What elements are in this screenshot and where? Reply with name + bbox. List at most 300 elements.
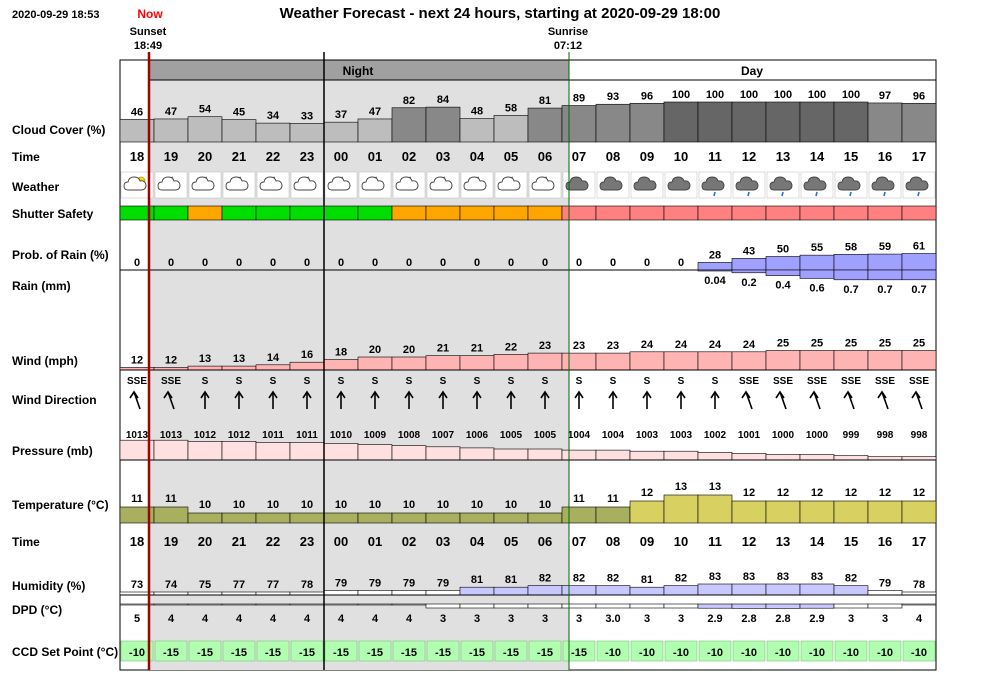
row-label-temperature: Temperature (°C) bbox=[12, 498, 109, 512]
rain-value: 0.4 bbox=[775, 279, 791, 292]
shutter-cell bbox=[256, 206, 290, 220]
temperature-bar bbox=[494, 513, 528, 523]
temperature-bar bbox=[630, 501, 664, 523]
humidity-bar bbox=[528, 586, 562, 595]
time-label-bottom: 18 bbox=[129, 534, 145, 549]
pressure-bar bbox=[800, 455, 834, 461]
pressure-value: 1013 bbox=[159, 430, 183, 441]
temperature-bar bbox=[324, 513, 358, 523]
time-label-bottom: 11 bbox=[708, 534, 722, 549]
humidity-bar bbox=[426, 590, 460, 595]
dpd-bar bbox=[868, 604, 902, 608]
raindrop-icon bbox=[918, 192, 919, 196]
time-label-bottom: 23 bbox=[299, 534, 315, 549]
pressure-value: 998 bbox=[876, 430, 894, 441]
temperature-value: 12 bbox=[810, 487, 824, 499]
wind-bar bbox=[460, 356, 494, 370]
cloud-value: 46 bbox=[130, 106, 144, 119]
wind-dir-label: S bbox=[269, 376, 277, 387]
temperature-value: 10 bbox=[402, 499, 416, 511]
pressure-value: 1012 bbox=[193, 430, 217, 441]
humidity-bar bbox=[766, 584, 800, 595]
prob-rain-value: 61 bbox=[912, 240, 926, 253]
humidity-value: 79 bbox=[368, 577, 382, 590]
dpd-value: 4 bbox=[303, 613, 311, 625]
cloud-bar bbox=[664, 102, 698, 142]
temperature-value: 12 bbox=[776, 487, 790, 499]
wind-bar bbox=[766, 351, 800, 371]
dpd-bar bbox=[834, 604, 868, 608]
dpd-bar bbox=[392, 604, 426, 605]
time-label: 06 bbox=[537, 149, 553, 164]
ccd-value: -15 bbox=[503, 647, 519, 659]
wind-value: 23 bbox=[606, 340, 620, 353]
ccd-value: -15 bbox=[367, 647, 383, 659]
dpd-bar bbox=[596, 604, 630, 608]
prob-rain-value: 0 bbox=[439, 257, 447, 269]
ccd-value: -15 bbox=[163, 647, 179, 659]
shutter-cell bbox=[630, 206, 664, 220]
time-label-bottom: 06 bbox=[537, 534, 553, 549]
dpd-value: 4 bbox=[235, 613, 243, 625]
pressure-value: 1004 bbox=[601, 430, 625, 441]
humidity-bar bbox=[834, 586, 868, 595]
wind-value: 12 bbox=[130, 354, 144, 367]
temperature-value: 10 bbox=[538, 499, 552, 511]
pressure-value: 1011 bbox=[296, 430, 318, 441]
wind-value: 24 bbox=[674, 338, 688, 351]
temperature-value: 10 bbox=[300, 499, 314, 511]
pressure-bar bbox=[358, 445, 392, 460]
prob-rain-value: 0 bbox=[337, 257, 345, 269]
humidity-value: 82 bbox=[844, 572, 858, 585]
cloud-value: 33 bbox=[300, 110, 314, 123]
shutter-cell bbox=[324, 206, 358, 220]
humidity-bar bbox=[732, 584, 766, 595]
prob-rain-bar bbox=[834, 254, 868, 270]
pressure-bar bbox=[256, 442, 290, 460]
ccd-value: -10 bbox=[129, 647, 145, 659]
prob-rain-value: 55 bbox=[810, 242, 824, 255]
dpd-bar bbox=[630, 604, 664, 608]
time-label: 16 bbox=[877, 149, 893, 164]
prob-rain-bar bbox=[902, 254, 936, 270]
dpd-value: 3 bbox=[881, 613, 889, 625]
sunset-time: 18:49 bbox=[133, 40, 163, 52]
cloud-bar bbox=[528, 108, 562, 142]
pressure-value: 1008 bbox=[397, 430, 421, 441]
wind-dir-label: S bbox=[303, 376, 311, 387]
pressure-value: 1000 bbox=[771, 430, 795, 441]
dpd-value: 4 bbox=[915, 613, 923, 625]
rain-bar bbox=[698, 270, 732, 271]
row-label-wind: Wind (mph) bbox=[12, 354, 78, 368]
rain-bar bbox=[800, 270, 834, 278]
now-label: Now bbox=[137, 7, 163, 21]
prob-rain-value: 0 bbox=[643, 257, 651, 269]
wind-dir-label: S bbox=[371, 376, 379, 387]
ccd-value: -10 bbox=[741, 647, 757, 659]
wind-bar bbox=[596, 353, 630, 370]
cloud-value: 100 bbox=[807, 89, 827, 101]
temperature-value: 13 bbox=[708, 481, 722, 493]
temperature-bar bbox=[902, 501, 936, 523]
cloud-bar bbox=[426, 107, 460, 142]
dpd-bar bbox=[698, 604, 732, 608]
row-label-ccd: CCD Set Point (°C) bbox=[12, 645, 119, 659]
temperature-value: 12 bbox=[742, 487, 756, 499]
dpd-value: 3.0 bbox=[605, 613, 621, 625]
shutter-cell bbox=[664, 206, 698, 220]
pressure-bar bbox=[222, 441, 256, 460]
humidity-bar bbox=[358, 590, 392, 595]
time-label-bottom: 12 bbox=[741, 534, 757, 549]
cloud-value: 100 bbox=[773, 89, 793, 101]
time-label-bottom: 10 bbox=[673, 534, 689, 549]
cloud-value: 47 bbox=[368, 105, 382, 118]
humidity-value: 77 bbox=[232, 579, 246, 591]
temperature-value: 10 bbox=[334, 499, 348, 511]
time-label-bottom: 21 bbox=[231, 534, 247, 549]
dpd-value: 3 bbox=[847, 613, 855, 625]
temperature-bar bbox=[868, 501, 902, 523]
dpd-bar bbox=[902, 604, 936, 605]
humidity-value: 79 bbox=[334, 577, 348, 590]
cloud-bar bbox=[698, 102, 732, 142]
sunrise-label: Sunrise bbox=[547, 26, 589, 38]
dpd-bar bbox=[562, 604, 596, 608]
prob-rain-value: 28 bbox=[708, 249, 722, 262]
dpd-value: 2.9 bbox=[809, 613, 825, 625]
temperature-bar bbox=[358, 513, 392, 523]
wind-value: 24 bbox=[640, 338, 654, 351]
wind-bar bbox=[562, 353, 596, 370]
humidity-bar bbox=[562, 586, 596, 595]
prob-rain-bar bbox=[766, 257, 800, 271]
wind-dir-label: SSE bbox=[806, 376, 828, 387]
ccd-value: -15 bbox=[435, 647, 451, 659]
wind-value: 13 bbox=[232, 353, 246, 366]
temperature-bar bbox=[732, 501, 766, 523]
time-label-bottom: 15 bbox=[843, 534, 859, 549]
cloud-value: 34 bbox=[266, 110, 280, 123]
dpd-bar bbox=[188, 604, 222, 605]
shutter-cell bbox=[800, 206, 834, 220]
pressure-value: 1003 bbox=[635, 430, 659, 441]
cloud-value: 82 bbox=[402, 94, 416, 107]
cloud-bar bbox=[732, 102, 766, 142]
time-label: 03 bbox=[435, 149, 451, 164]
dpd-bar bbox=[460, 604, 494, 608]
time-label: 15 bbox=[843, 149, 859, 164]
ccd-value: -15 bbox=[469, 647, 485, 659]
dpd-bar bbox=[290, 604, 324, 605]
humidity-value: 83 bbox=[810, 571, 824, 583]
prob-rain-value: 43 bbox=[742, 245, 756, 258]
wind-value: 21 bbox=[436, 342, 450, 355]
time-label-bottom: 04 bbox=[469, 534, 485, 549]
shutter-cell bbox=[154, 206, 188, 220]
ccd-value: -10 bbox=[877, 647, 893, 659]
temperature-bar bbox=[528, 513, 562, 523]
humidity-bar bbox=[800, 584, 834, 595]
temperature-bar bbox=[460, 513, 494, 523]
humidity-bar bbox=[664, 586, 698, 595]
time-label: 05 bbox=[503, 149, 519, 164]
dpd-value: 4 bbox=[337, 613, 345, 625]
time-label-bottom: 22 bbox=[265, 534, 281, 549]
ccd-value: -10 bbox=[707, 647, 723, 659]
dpd-bar bbox=[494, 604, 528, 608]
time-label: 10 bbox=[673, 149, 689, 164]
time-label-bottom: 13 bbox=[775, 534, 791, 549]
humidity-value: 77 bbox=[266, 579, 280, 591]
dpd-bar bbox=[800, 604, 834, 608]
wind-value: 22 bbox=[504, 341, 518, 354]
wind-value: 23 bbox=[572, 340, 586, 353]
wind-dir-label: S bbox=[439, 376, 447, 387]
pressure-bar bbox=[460, 448, 494, 460]
time-label: 12 bbox=[741, 149, 757, 164]
wind-dir-label: SSE bbox=[126, 376, 148, 387]
cloud-bar bbox=[562, 106, 596, 142]
time-label: 21 bbox=[231, 149, 247, 164]
cloud-value: 48 bbox=[470, 105, 484, 118]
humidity-value: 79 bbox=[436, 577, 450, 590]
time-label: 17 bbox=[911, 149, 927, 164]
cloud-value: 58 bbox=[504, 102, 518, 115]
wind-value: 23 bbox=[538, 340, 552, 353]
wind-value: 20 bbox=[402, 344, 416, 356]
cloud-bar bbox=[902, 103, 936, 142]
wind-dir-label: S bbox=[507, 376, 515, 387]
time-label-bottom: 00 bbox=[333, 534, 349, 549]
prob-rain-value: 0 bbox=[303, 257, 311, 269]
row-label-dpd: DPD (°C) bbox=[12, 603, 63, 617]
sunrise-time: 07:12 bbox=[553, 40, 583, 52]
cloud-value: 89 bbox=[572, 92, 586, 105]
temperature-bar bbox=[800, 501, 834, 523]
row-label-humidity: Humidity (%) bbox=[12, 579, 86, 593]
temperature-value: 10 bbox=[198, 499, 212, 511]
time-label-bottom: 02 bbox=[401, 534, 417, 549]
humidity-bar bbox=[392, 590, 426, 595]
temperature-value: 11 bbox=[165, 493, 177, 505]
dpd-value: 4 bbox=[405, 613, 413, 625]
wind-value: 16 bbox=[300, 349, 314, 362]
row-label-wind-dir: Wind Direction bbox=[12, 393, 97, 407]
wind-dir-label: S bbox=[473, 376, 481, 387]
prob-rain-value: 0 bbox=[133, 257, 141, 269]
shutter-cell bbox=[596, 206, 630, 220]
cloud-bar bbox=[392, 108, 426, 142]
shutter-cell bbox=[426, 206, 460, 220]
wind-value: 13 bbox=[198, 353, 212, 366]
pressure-bar bbox=[494, 449, 528, 460]
wind-bar bbox=[800, 351, 834, 371]
dpd-value: 2.9 bbox=[707, 613, 723, 625]
time-label: 09 bbox=[639, 149, 655, 164]
humidity-value: 83 bbox=[742, 571, 756, 583]
shutter-cell bbox=[766, 206, 800, 220]
time-label: 13 bbox=[775, 149, 791, 164]
row-label-weather: Weather bbox=[12, 180, 60, 194]
cloud-bar bbox=[834, 102, 868, 142]
temperature-bar bbox=[154, 507, 188, 523]
humidity-bar bbox=[460, 587, 494, 595]
dpd-bar bbox=[732, 604, 766, 608]
time-label: 20 bbox=[197, 149, 213, 164]
temperature-bar bbox=[188, 513, 222, 523]
wind-value: 25 bbox=[776, 337, 790, 350]
temperature-value: 12 bbox=[640, 487, 654, 499]
time-label: 23 bbox=[299, 149, 315, 164]
dpd-bar bbox=[664, 604, 698, 608]
shutter-cell bbox=[222, 206, 256, 220]
pressure-value: 1010 bbox=[329, 430, 353, 441]
pressure-value: 1003 bbox=[669, 430, 693, 441]
dpd-value: 3 bbox=[643, 613, 651, 625]
ccd-value: -15 bbox=[197, 647, 213, 659]
prob-rain-value: 0 bbox=[575, 257, 583, 269]
prob-rain-value: 59 bbox=[878, 241, 892, 254]
raindrop-icon bbox=[714, 192, 715, 196]
shutter-cell bbox=[528, 206, 562, 220]
shutter-cell bbox=[460, 206, 494, 220]
dpd-bar bbox=[154, 604, 188, 605]
shutter-cell bbox=[902, 206, 936, 220]
wind-bar bbox=[698, 352, 732, 370]
prob-rain-value: 0 bbox=[201, 257, 209, 269]
wind-value: 20 bbox=[368, 344, 382, 356]
cloud-bar bbox=[494, 115, 528, 142]
prob-rain-value: 0 bbox=[405, 257, 413, 269]
wind-value: 21 bbox=[470, 342, 484, 355]
temperature-value: 11 bbox=[573, 493, 585, 505]
cloud-bar bbox=[460, 119, 494, 142]
dpd-bar bbox=[528, 604, 562, 608]
cloud-bar bbox=[188, 117, 222, 142]
ccd-value: -15 bbox=[571, 647, 587, 659]
shutter-cell bbox=[834, 206, 868, 220]
prob-rain-bar bbox=[868, 254, 902, 270]
pressure-value: 999 bbox=[842, 430, 860, 441]
time-label-bottom: 09 bbox=[639, 534, 655, 549]
dpd-value: 5 bbox=[133, 613, 141, 625]
pressure-value: 1005 bbox=[533, 430, 557, 441]
humidity-value: 78 bbox=[300, 579, 314, 591]
humidity-bar bbox=[868, 590, 902, 595]
row-label-prob-rain: Prob. of Rain (%) bbox=[12, 248, 109, 262]
row-label-pressure: Pressure (mb) bbox=[12, 444, 93, 458]
dpd-value: 3 bbox=[541, 613, 549, 625]
wind-bar bbox=[188, 366, 222, 370]
temperature-bar bbox=[222, 513, 256, 523]
wind-dir-label: S bbox=[201, 376, 209, 387]
cloud-bar bbox=[800, 102, 834, 142]
prob-rain-value: 50 bbox=[776, 243, 790, 256]
cloud-value: 100 bbox=[739, 89, 759, 101]
cloud-value: 47 bbox=[164, 105, 178, 118]
wind-dir-label: SSE bbox=[738, 376, 760, 387]
cloud-value: 37 bbox=[334, 109, 348, 122]
dpd-value: 3 bbox=[677, 613, 685, 625]
wind-bar bbox=[222, 366, 256, 370]
time-label: 08 bbox=[605, 149, 621, 164]
shutter-cell bbox=[698, 206, 732, 220]
dpd-bar bbox=[222, 604, 256, 605]
temperature-value: 10 bbox=[504, 499, 518, 511]
pressure-bar bbox=[562, 450, 596, 460]
wind-dir-label: S bbox=[643, 376, 651, 387]
temperature-value: 11 bbox=[607, 493, 619, 505]
wind-value: 24 bbox=[708, 338, 722, 351]
wind-value: 12 bbox=[164, 354, 178, 367]
wind-value: 14 bbox=[266, 351, 280, 364]
cloud-bar bbox=[630, 103, 664, 142]
wind-bar bbox=[324, 360, 358, 370]
time-label-bottom: 16 bbox=[877, 534, 893, 549]
ccd-value: -15 bbox=[537, 647, 553, 659]
cloud-value: 81 bbox=[538, 95, 552, 108]
pressure-value: 1000 bbox=[805, 430, 829, 441]
ccd-value: -10 bbox=[809, 647, 825, 659]
cloud-value: 45 bbox=[232, 106, 246, 119]
cloud-value: 84 bbox=[436, 94, 450, 107]
cloud-value: 97 bbox=[878, 89, 892, 102]
wind-bar bbox=[358, 357, 392, 370]
row-label-shutter: Shutter Safety bbox=[12, 207, 94, 221]
wind-dir-label: S bbox=[575, 376, 583, 387]
prob-rain-value: 0 bbox=[269, 257, 277, 269]
wind-dir-label: SSE bbox=[908, 376, 930, 387]
prob-rain-bar bbox=[732, 258, 766, 270]
rain-value: 0.04 bbox=[704, 275, 726, 287]
row-label-time: Time bbox=[12, 150, 40, 164]
pressure-bar bbox=[664, 451, 698, 460]
time-label-bottom: 03 bbox=[435, 534, 451, 549]
row-label-cloud: Cloud Cover (%) bbox=[12, 123, 106, 137]
cloud-value: 96 bbox=[640, 90, 654, 103]
pressure-value: 1002 bbox=[703, 430, 727, 441]
ccd-value: -15 bbox=[299, 647, 315, 659]
cloud-bar bbox=[596, 104, 630, 142]
wind-dir-label: SSE bbox=[160, 376, 182, 387]
wind-value: 18 bbox=[334, 346, 348, 359]
time-label: 11 bbox=[708, 149, 722, 164]
cloud-bar bbox=[154, 119, 188, 142]
temperature-value: 10 bbox=[266, 499, 280, 511]
cloud-value: 100 bbox=[841, 89, 861, 101]
wind-bar bbox=[528, 353, 562, 370]
wind-bar bbox=[290, 362, 324, 370]
humidity-value: 75 bbox=[198, 579, 212, 591]
rain-bar bbox=[732, 270, 766, 273]
wind-bar bbox=[426, 356, 460, 370]
cloud-bar bbox=[324, 122, 358, 142]
humidity-bar bbox=[698, 584, 732, 595]
time-label: 18 bbox=[129, 149, 145, 164]
rain-value: 0.2 bbox=[741, 276, 757, 289]
temperature-bar bbox=[256, 513, 290, 523]
time-label-bottom: 01 bbox=[367, 534, 383, 549]
ccd-value: -15 bbox=[401, 647, 417, 659]
pressure-bar bbox=[698, 452, 732, 460]
wind-dir-label: SSE bbox=[772, 376, 794, 387]
ccd-value: -10 bbox=[639, 647, 655, 659]
time-label: 00 bbox=[333, 149, 349, 164]
wind-dir-label: S bbox=[711, 376, 719, 387]
